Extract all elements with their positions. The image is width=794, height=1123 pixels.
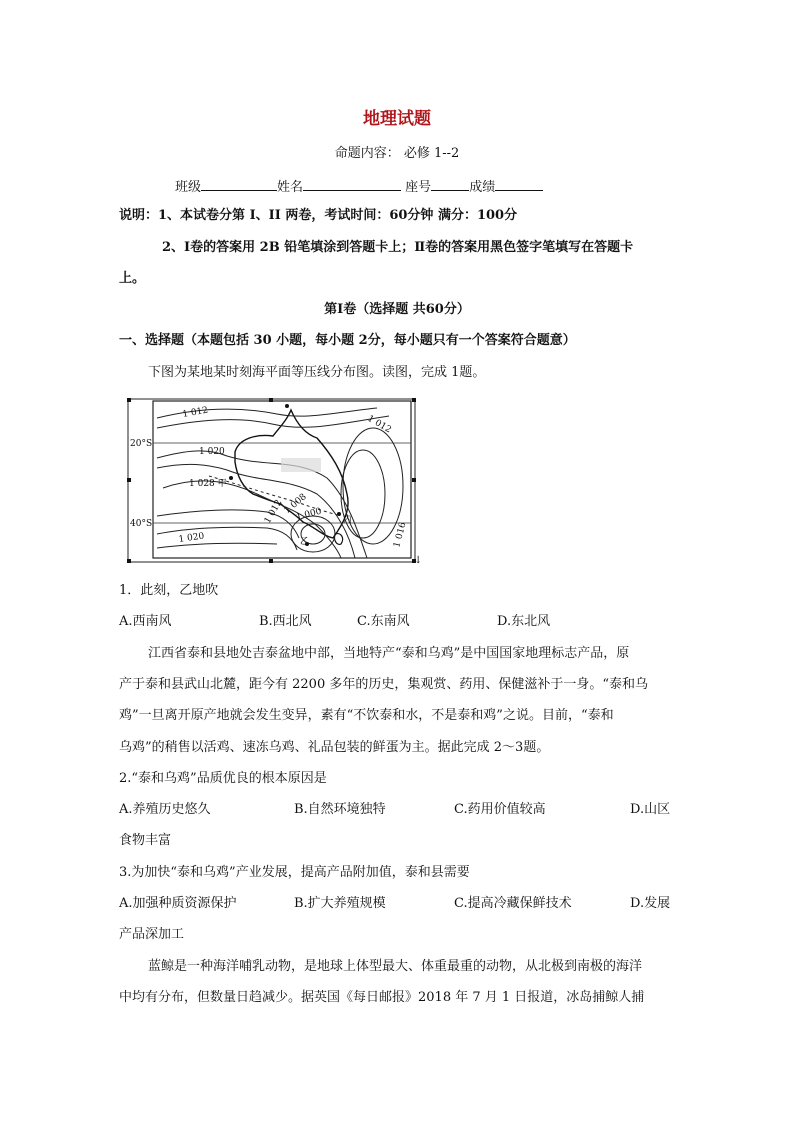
isobar-line [157,543,277,548]
option-b[interactable]: B.自然环境独特 [294,802,386,817]
place-bing-label: 丙 [343,515,353,525]
passage1-line: 鸡”一旦离开原产地就会发生变异，素有“不饮泰和水，不是泰和鸡”之说。目前，“泰和 [119,708,614,723]
seat-label: 座号 [405,180,432,195]
instruction-line-1: 说明：1、本试卷分第 I、II 两卷，考试时间：60分钟 满分：100分 [119,208,518,223]
option-b[interactable]: B.西北风 [259,614,312,629]
continent-coastline [235,410,348,538]
question-2-stem: 2.“泰和乌鸡”品质优良的根本原因是 [119,771,327,786]
passage1-line: 乌鸡”的稍售以活鸡、速冻乌鸡、礼品包装的鲜蛋为主。据此完成 2～3题。 [119,740,550,755]
score-field[interactable] [495,176,543,191]
point-marker [285,404,289,408]
option-a[interactable]: A.加强种质资源保护 [119,896,237,911]
isobar-1020-label: 1 020 [199,447,225,457]
question-1-stem: 1．此刻，乙地吹 [119,583,219,598]
question-2-option-d-wrap: 食物丰富 [119,833,172,848]
point-jia [229,476,233,480]
passage1-line: 产于泰和县武山北麓，距今有 2200 多年的历史，集观赏、药用、保健滋补于一身。“泰和乌 [119,677,648,692]
isobar-1000-label: 1 000 [295,506,323,523]
option-b[interactable]: B.扩大养殖规模 [294,896,386,911]
part1-heading: 第Ⅰ卷（选择题 共60分） [324,302,470,317]
instruction-line-2-wrap: 上。 [119,271,146,286]
isobar-1020-label: 1 020 [178,531,205,545]
point-bing [337,512,341,516]
isobar-1012-label: 1 012 [181,405,209,420]
option-a[interactable]: A.西南风 [119,614,172,629]
place-yi-label: 乙 [300,537,310,547]
passage1-line: 江西省泰和县地处吉泰盆地中部，当地特产“泰和乌鸡”是中国国家地理标志产品，原 [148,646,630,661]
isobar-map [127,398,416,563]
class-label: 班级 [175,180,202,195]
option-c[interactable]: C.提高冷藏保鲜技术 [454,896,572,911]
option-d[interactable]: D.发展 [630,896,671,911]
option-c[interactable]: C.东南风 [357,614,410,629]
map-intro: 下图为某地某时刻海平面等压线分布图。读图，完成 1题。 [148,365,486,380]
latitude-40s-label: 40°S [130,519,153,529]
option-d[interactable]: D.东北风 [497,614,551,629]
blurred-label [281,458,321,472]
isobar-1016-label: 1 016 [392,521,409,549]
passage2-line: 蓝鲸是一种海洋哺乳动物，是地球上体型最大、体重最重的动物，从北极到南极的海洋 [148,959,643,974]
class-field[interactable] [201,176,277,191]
exam-subtitle: 命题内容： 必修 1--2 [334,146,460,161]
name-label: 姓名 [277,180,304,195]
student-info-row [175,176,543,197]
exam-title: 地理试题 [363,109,431,129]
option-a[interactable]: A.养殖历史悠久 [119,802,211,817]
isobar-1012-label: 1 012 [365,413,393,436]
isobar-map-figure [127,398,416,563]
isobar-1028-label: 1 028 甲 [189,479,227,489]
seat-field[interactable] [431,176,469,191]
isobar-line [343,428,403,544]
section1-heading: 一、选择题（本题包括 30 小题，每小题 2分，每小题只有一个答案符合题意） [119,333,576,348]
paragraph-mark-icon: ↓ [414,555,423,566]
isobar-1008-label: 1 008 [282,492,309,517]
passage2-line: 中均有分布，但数量日趋减少。据英国《每日邮报》2018 年 7 月 1 日报道，冰岛捕鲸人捕 [119,990,645,1005]
option-c[interactable]: C.药用价值较高 [454,802,546,817]
question-3-option-d-wrap: 产品深加工 [119,927,185,942]
latitude-20s-label: 20°S [130,439,153,449]
question-3-stem: 3.为加快“泰和乌鸡”产业发展，提高产品附加值，泰和县需要 [119,865,470,880]
instruction-line-2: 2、Ⅰ卷的答案用 2B 铅笔填涂到答题卡上；Ⅱ卷的答案用黑色签字笔填写在答题卡 [162,240,634,255]
isobar-1012-label: 1 012 [262,498,285,526]
name-field[interactable] [303,176,401,191]
option-d[interactable]: D.山区 [630,802,671,817]
score-label: 成绩 [469,180,496,195]
